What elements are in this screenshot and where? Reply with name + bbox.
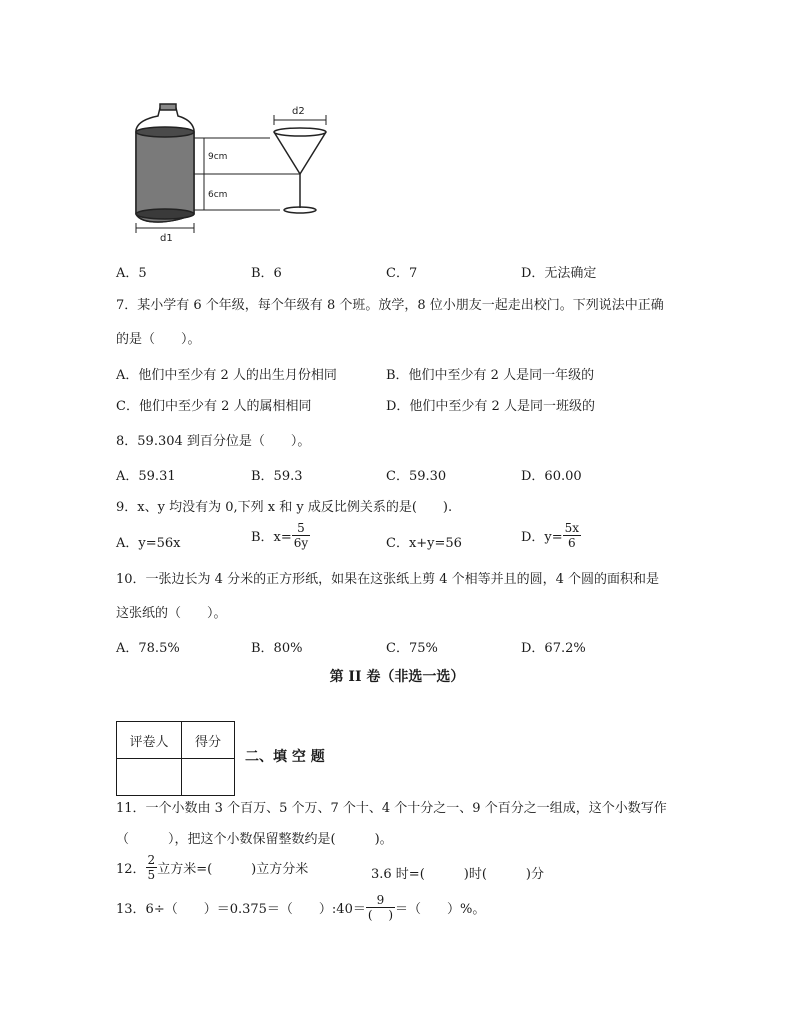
q9-option-b-numerator: 5	[292, 522, 310, 536]
q10-option-c[interactable]: C．75%	[386, 641, 438, 656]
q7-option-d[interactable]: D．他们中至少有 2 人是同一班级的	[386, 399, 595, 414]
bottle-cup-figure	[120, 102, 330, 242]
q8-option-d[interactable]: D．60.00	[521, 469, 582, 484]
q12-denominator: 5	[147, 868, 156, 882]
cone-cup-drawing	[274, 128, 326, 213]
q9-option-b-denominator: 6y	[293, 536, 309, 550]
q9-option-a[interactable]: A．y=56x	[116, 536, 181, 551]
q9-option-b-fraction	[292, 522, 310, 549]
question-13	[116, 894, 485, 921]
score-table-grader-cell[interactable]	[117, 759, 182, 796]
q13-numerator: 9	[366, 894, 395, 908]
q7-option-c[interactable]: C．他们中至少有 2 人的属相相同	[116, 399, 312, 414]
d1-label: d1	[160, 233, 173, 242]
9cm-label: 9cm	[208, 152, 228, 162]
q9-option-c[interactable]: C．x+y=56	[386, 536, 462, 551]
q6-option-d[interactable]: D．无法确定	[521, 266, 597, 281]
q8-stem: 8．59.304 到百分位是（ ）。	[116, 434, 311, 449]
bottle-drawing	[136, 104, 194, 222]
q8-option-a[interactable]: A．59.31	[116, 469, 176, 484]
q13-denominator: ( )	[367, 908, 394, 922]
q12-number: 12．	[116, 862, 146, 877]
q9-option-d-numerator: 5x	[564, 521, 580, 535]
q9-stem: 9．x、y 均没有为 0,下列 x 和 y 成反比例关系的是( ).	[116, 500, 453, 515]
q10-option-d[interactable]: D．67.2%	[521, 641, 586, 656]
q7-option-a[interactable]: A．他们中至少有 2 人的出生月份相同	[116, 368, 337, 383]
q11-line2: （ ），把这个小数保留整数约是( )。	[116, 832, 393, 847]
score-table-score-cell[interactable]	[182, 759, 235, 796]
score-table	[116, 721, 235, 796]
part2-title: 二、填 空 题	[245, 749, 325, 765]
q10-stem-line2: 这张纸的（ ）。	[116, 606, 227, 621]
q11-line1: 11．一个小数由 3 个百万、5 个万、7 个十、4 个十分之一、9 个百分之一组成，这个小数写作	[116, 801, 667, 816]
q13-fraction	[366, 894, 395, 921]
q6-option-b[interactable]: B．6	[251, 266, 282, 281]
q7-stem-line2: 的是（ ）。	[116, 332, 201, 347]
q12-part1: 立方米=( )立方分米	[157, 862, 309, 877]
question-12	[116, 854, 308, 881]
q9-option-d[interactable]	[521, 522, 581, 549]
q9-option-d-prefix: D．y=	[521, 530, 563, 545]
q13-prefix: 13．6÷（ ）＝0.375＝（ ）:40＝	[116, 902, 366, 917]
q12-part2: 3.6 时=( )时( )分	[371, 867, 544, 882]
q6-option-c[interactable]: C．7	[386, 266, 418, 281]
q10-stem-line1: 10．一张边长为 4 分米的正方形纸，如果在这张纸上剪 4 个相等并且的圆，4 个圆的面积和是	[116, 572, 660, 587]
q10-option-b[interactable]: B．80%	[251, 641, 303, 656]
q7-option-b[interactable]: B．他们中至少有 2 人是同一年级的	[386, 368, 595, 383]
q12-numerator: 2	[147, 853, 156, 867]
score-table-score-header: 得分	[182, 722, 235, 759]
score-table-grader-header: 评卷人	[117, 722, 182, 759]
q9-option-d-denominator: 6	[568, 536, 576, 550]
d2-label: d2	[292, 106, 305, 117]
q6-option-a[interactable]: A．5	[116, 266, 147, 281]
q9-option-b-prefix: B．x=	[251, 530, 292, 545]
q8-option-c[interactable]: C．59.30	[386, 469, 447, 484]
q7-stem-line1: 7．某小学有 6 个年级，每个年级有 8 个班。放学，8 位小朋友一起走出校门。下列说法中正确	[116, 298, 664, 313]
6cm-label: 6cm	[208, 190, 228, 200]
q12-fraction	[146, 854, 158, 881]
q13-suffix: ＝（ ）%。	[395, 902, 486, 917]
section-title: 第 II 卷（非选一选）	[329, 669, 465, 685]
q9-option-d-fraction	[563, 522, 581, 549]
q9-option-b[interactable]	[251, 522, 310, 549]
q10-option-a[interactable]: A．78.5%	[116, 641, 180, 656]
q8-option-b[interactable]: B．59.3	[251, 469, 303, 484]
